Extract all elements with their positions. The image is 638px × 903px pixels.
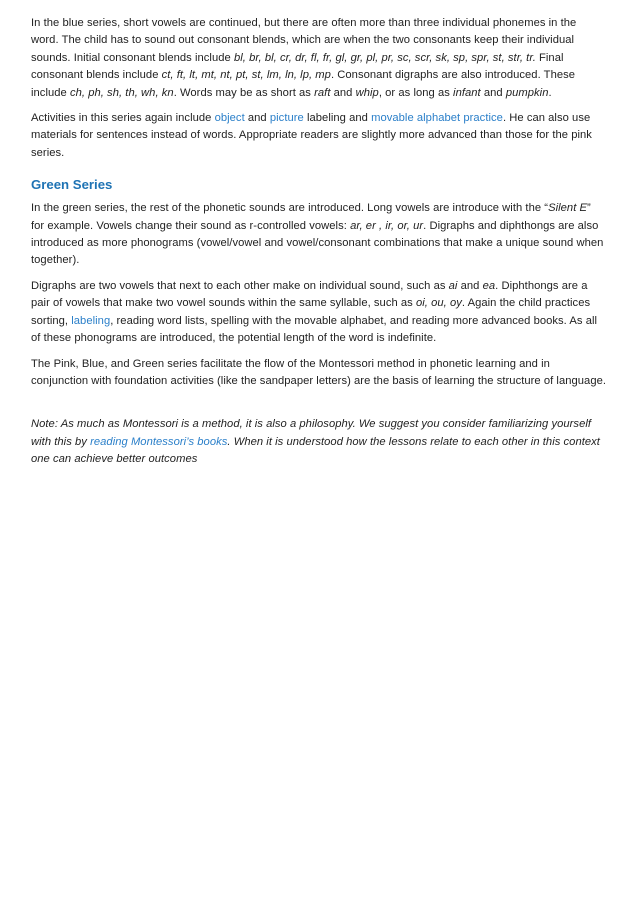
text: , or as long as — [378, 86, 454, 99]
consonant-digraphs: ch, ph, sh, th, wh, kn — [69, 86, 174, 99]
text: Digraphs are two vowels that next to each other make on individual sound, such as — [31, 279, 449, 292]
note-paragraph — [31, 416, 607, 468]
text: Note: As much as Montessori is a method, it is also a philosophy. We suggest you consider familiarizing yourself with this by — [31, 418, 592, 448]
object-link[interactable]: object — [214, 112, 245, 125]
text: In the green series, the rest of the phonetic sounds are introduced. Long vowels are introduce with the “ — [31, 202, 549, 215]
text: . Words may be as short as — [173, 86, 315, 99]
silent-e: Silent E — [548, 202, 588, 215]
final-blends: ct, ft, lt, mt, nt, pt, st, lm, ln, lp, mp — [161, 69, 331, 82]
text: and — [244, 112, 270, 125]
text: . Consonant digraphs are also introduced. These include — [31, 69, 576, 99]
diphthong-examples: oi, ou, oy — [415, 297, 462, 310]
text: ” for example. Vowels change their sound as r-controlled vowels: — [31, 202, 591, 232]
document-page — [31, 15, 607, 477]
text: . Again the child practices sorting, — [31, 297, 591, 327]
text: labeling and — [303, 112, 372, 125]
green-series-heading: Green Series — [31, 177, 113, 193]
example-word: raft — [314, 86, 331, 99]
text: Activities in this series again include — [31, 112, 215, 125]
text: Final consonant blends include — [31, 51, 564, 82]
text: and — [330, 86, 356, 99]
green-series-paragraph-3: The Pink, Blue, and Green series facilitate the flow of the Montessori method in phonetic learning and in conjunction with foundation activities (like the sandpaper letters) are the basis of learning the structure of language. — [31, 357, 607, 387]
text: . — [548, 86, 552, 99]
text: and — [457, 279, 483, 292]
text: . Digraphs and diphthongs are also introduced as more phonograms (vowel/vowel and vowel/consonant combinations that make a unique sound when together). — [31, 219, 604, 267]
text: . When it is understood how the lessons relate to each other in this context one can achieve better outcomes — [31, 435, 600, 466]
text: , reading word lists, spelling with the movable alphabet, and reading more advanced books. As all of these phonograms are introduced, the potential length of the word is indefinite. — [31, 314, 598, 345]
reading-montessoris-books-link[interactable]: reading Montessori’s books — [90, 435, 228, 448]
labeling-link[interactable]: labeling — [71, 314, 111, 327]
green-series-paragraph-1 — [31, 200, 607, 270]
text: and — [480, 86, 506, 99]
movable-alphabet-practice-link[interactable]: movable alphabet practice — [371, 112, 503, 125]
r-controlled-vowels: ar, er , ir, or, ur — [350, 219, 424, 232]
blue-series-paragraph-2 — [31, 110, 607, 162]
example-word: pumpkin — [505, 86, 549, 99]
text: . Diphthongs are a pair of vowels that make two vowel sounds within the same syllable, such as — [31, 279, 588, 310]
digraph-example: ea — [482, 279, 496, 292]
picture-link[interactable]: picture — [269, 112, 304, 125]
text: In the blue series, short vowels are continued, but there are often more than three individual phonemes in the word. The child has to sound out consonant blends, which are when the two consonants keep their individual sounds. Initial consonant blends include — [31, 17, 577, 64]
initial-blends: bl, br, bl, cr, dr, fl, fr, gl, gr, pl, pr, sc, scr, sk, sp, spr, st, str, tr. — [233, 51, 536, 64]
digraph-example: ai — [448, 279, 458, 292]
text: . He can also use materials for sentences instead of words. Appropriate readers are slightly more advanced than those for the pink series. — [31, 112, 592, 159]
blue-series-paragraph-1 — [31, 15, 607, 102]
green-series-paragraph-2 — [31, 278, 607, 348]
example-word: whip — [355, 86, 379, 99]
example-word: infant — [453, 86, 481, 99]
